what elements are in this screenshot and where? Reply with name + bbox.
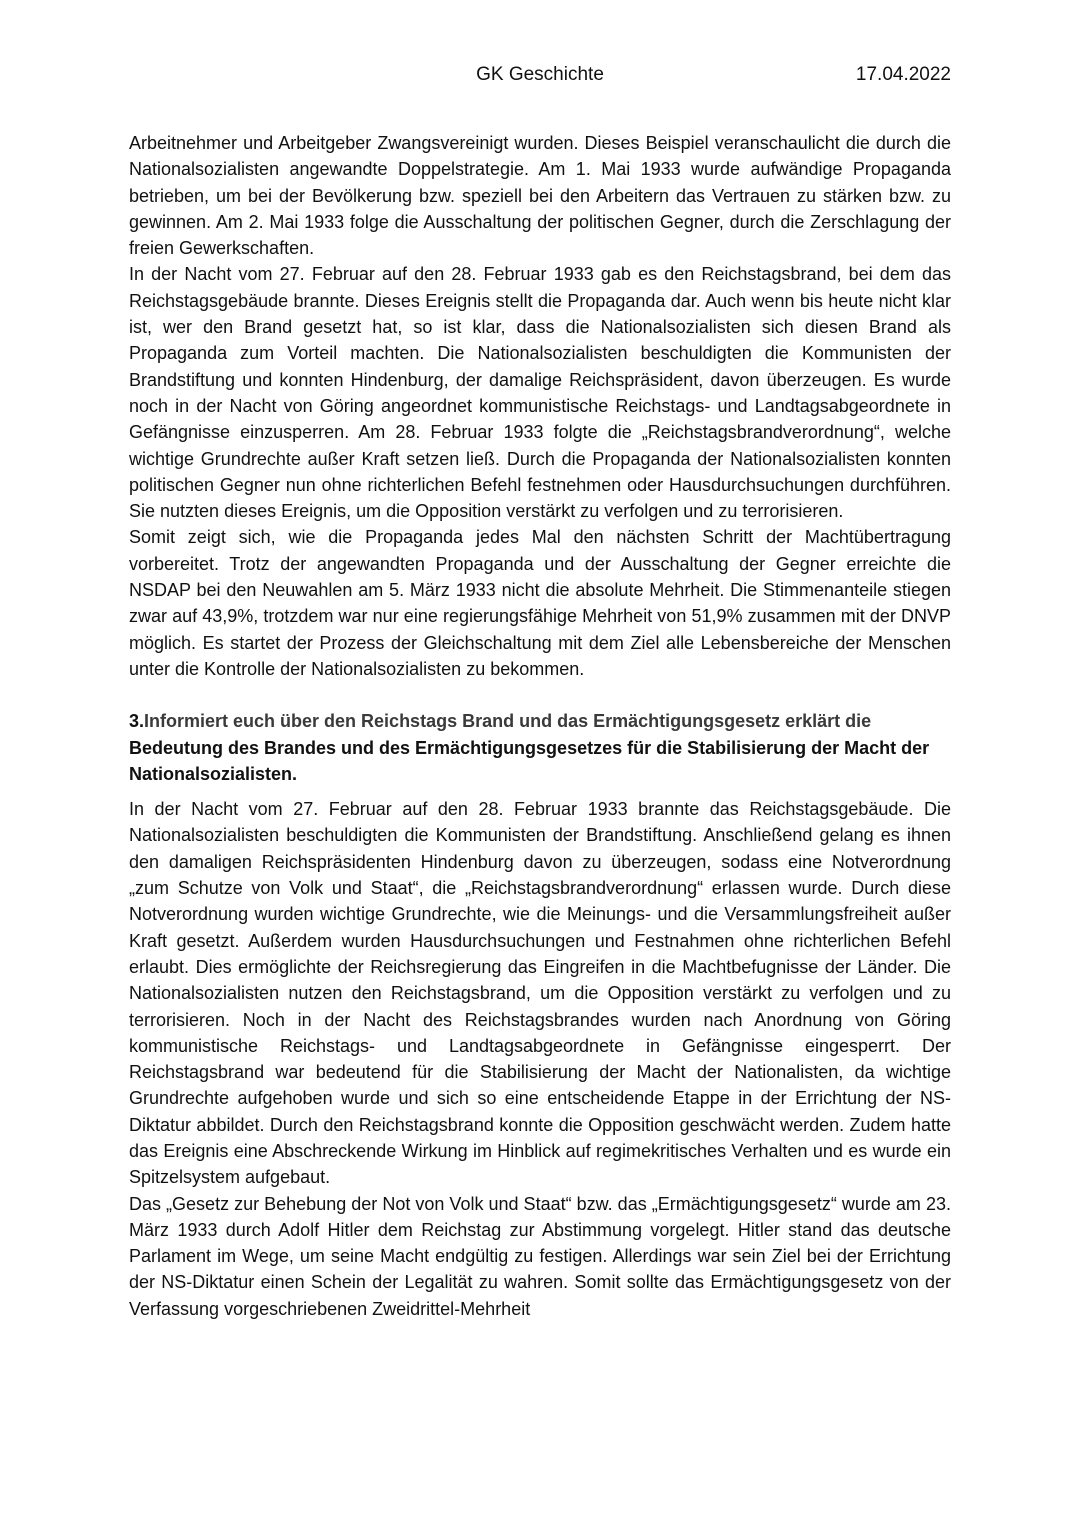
answer-paragraph: Das „Gesetz zur Behebung der Not von Volk und Staat“ bzw. das „Ermächtigungsgesetz“ wurde am 23. März 1933 durch Adolf Hitler dem Reichstag zur Abstimmung vorgelegt. Hitler stand das deutsche Parlament im Wege, um seine Macht endgültig zu festigen. Allerdings war sein Ziel bei der Errichtung der NS-Diktatur einen Schein der Legalität zu wahren. Somit sollte das Ermächtigungsgesetz von der Verfassung vorgeschriebenen Zweidrittel-Mehrheit — [129, 1193, 951, 1319]
course-title: GK Geschichte — [476, 64, 604, 85]
document-date: 17.04.2022 — [855, 64, 951, 85]
task-question — [129, 708, 951, 787]
question-first-line: Informiert euch über den Reichstags Brand und das Ermächtigungsgesetz erklärt die — [144, 711, 872, 732]
body-paragraph: Somit zeigt sich, wie die Propaganda jedes Mal den nächsten Schritt der Machtübertragung vorbereitet. Trotz der angewandten Propaganda und der Ausschaltung der Gegner erreichte die NSDAP bei den Neuwahlen am 5. März 1933 nicht die absolute Mehrheit. Die Stimmenanteile stiegen zwar auf 43,9%, trotzdem war nur eine regierungsfähige Mehrheit von 51,9% zusammen mit der DNVP möglich. Es startet der Prozess der Gleichschaltung mit dem Ziel alle Lebensbereiche der Menschen unter die Kontrolle der Nationalsozialisten zu bekommen. — [129, 527, 951, 679]
document-body — [129, 130, 951, 1322]
paragraph-spacer — [129, 787, 951, 796]
page-header — [129, 64, 951, 94]
question-text: Bedeutung des Brandes und des Ermächtigungsgesetzes für die Stabilisierung der Macht der Nationalsozialisten. — [129, 737, 930, 784]
body-paragraph: In der Nacht vom 27. Februar auf den 28. Februar 1933 gab es den Reichstagsbrand, bei dem das Reichstagsgebäude brannte. Dieses Ereignis stellt die Propaganda dar. Auch wenn bis heute nicht klar ist, wer den Brand gesetzt hat, so ist klar, dass die Nationalsozialisten sich diesen Brand als Propaganda zum Vorteil machten. Die Nationalsozialisten beschuldigten die Kommunisten der Brandstiftung und konnten Hindenburg, der damalige Reichspräsident, davon überzeugen. Es wurde noch in der Nacht von Göring angeordnet kommunistische Reichstags- und Landtagsabgeordnete in Gefängnisse einzusperren. Am 28. Februar 1933 folgte die „Reichstagsbrandverordnung“, welche wichtige Grundrechte außer Kraft setzen ließ. Durch die Propaganda der Nationalsozialisten konnten politischen Gegner nun ohne richterlichen Befehl festnehmen oder Hausdurchsuchungen durchführen. Sie nutzten dieses Ereignis, um die Opposition verstärkt zu verfolgen und zu terrorisieren. — [129, 264, 951, 522]
answer-paragraph: In der Nacht vom 27. Februar auf den 28. Februar 1933 brannte das Reichstagsgebäude. Die Nationalsozialisten beschuldigten die Kommunisten der Brandstiftung. Anschließend gelang es ihnen den damaligen Reichspräsidenten Hindenburg davon zu überzeugen, sodass eine Notverordnung „zum Schutze von Volk und Staat“, die „Reichstagsbrandverordnung“ erlassen wurde. Durch diese Notverordnung wurden wichtige Grundrechte, wie die Meinungs- und die Versammlungsfreiheit außer Kraft gesetzt. Außerdem wurden Hausdurchsuchungen und Festnahmen ohne richterlichen Befehl erlaubt. Dies ermöglichte der Reichsregierung das Eingreifen in die Machtbefugnisse der Länder. Die Nationalsozialisten nutzen den Reichstagsbrand, um die Opposition verstärkt zu verfolgen und zu terrorisieren. Noch in der Nacht des Reichstagsbrandes wurden nach Anordnung von Göring kommunistische Reichstags- und Landtagsabgeordnete in Gefängnisse eingesperrt. Der Reichstagsbrand war bedeutend für die Stabilisierung der Macht der Nationalisten, da wichtige Grundrechte aufgehoben wurde und sich so eine entscheidende Etappe in der Errichtung der NS-Diktatur abbildet. Durch den Reichstagsbrand konnte die Opposition geschwächt werden. Zudem hatte das Ereignis eine Abschreckende Wirkung im Hinblick auf regimekritisches Verhalten und es wurde ein Spitzelsystem aufgebaut. — [129, 799, 951, 1188]
body-paragraph: Arbeitnehmer und Arbeitgeber Zwangsvereinigt wurden. Dieses Beispiel veranschaulicht die durch die Nationalsozialisten angewandte Doppelstrategie. Am 1. Mai 1933 wurde aufwändige Propaganda betrieben, um bei der Bevölkerung bzw. speziell bei den Arbeitern das Vertrauen zu stärken bzw. zu gewinnen. Am 2. Mai 1933 folge die Ausschaltung der politischen Gegner, durch die Zerschlagung der freien Gewerkschaften. — [129, 133, 951, 259]
paragraph-spacer — [129, 682, 951, 708]
question-number: 3. — [129, 711, 145, 732]
